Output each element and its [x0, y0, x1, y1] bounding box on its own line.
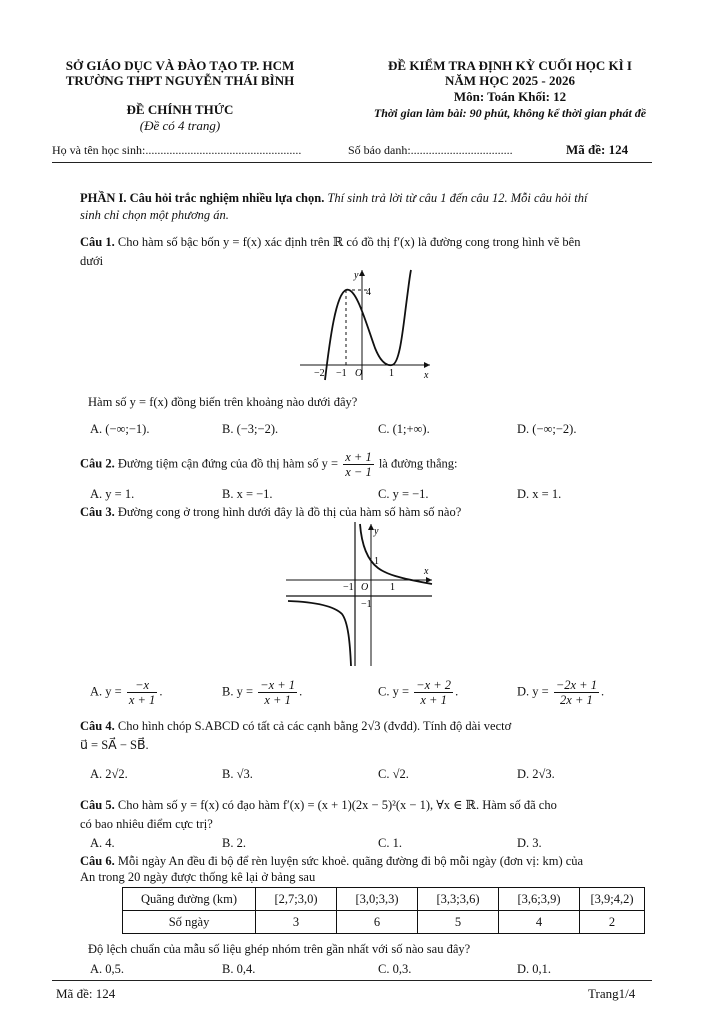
- exam-time: Thời gian làm bài: 90 phút, không kể thời gian phát đề: [373, 106, 647, 120]
- q6-option-c[interactable]: C. 0,3.: [378, 962, 412, 976]
- q3-label-y: y: [374, 526, 379, 537]
- q2-numerator: x + 1: [345, 450, 372, 464]
- q6-row2-header: Số ngày: [123, 911, 256, 934]
- q2-option-a[interactable]: A. y = 1.: [90, 487, 135, 501]
- official-label: ĐỀ CHÍNH THỨC: [126, 102, 234, 117]
- question-1-text-2: dưới: [80, 254, 104, 268]
- question-6-text-2: An trong 20 ngày được thống kê lại ở bảng sau: [80, 870, 316, 884]
- q3-label-m1x: −1: [343, 582, 354, 593]
- q3-c-num: −x + 2: [416, 678, 452, 692]
- q3-c-prefix: C. y =: [378, 684, 410, 699]
- question-5-label: Câu 5.: [80, 798, 115, 812]
- q3-label-1x: 1: [390, 582, 395, 593]
- question-2-fraction: [343, 450, 373, 479]
- q6-option-a[interactable]: A. 0,5.: [90, 962, 125, 976]
- q3-a-num: −x: [127, 678, 157, 693]
- part1-heading: [80, 190, 670, 224]
- question-4-label: Câu 4.: [80, 719, 115, 733]
- question-5-text: Cho hàm số y = f(x) có đạo hàm f′(x) = (x + 1)(2x − 5)²(x − 1), ∀x ∈ ℝ. Hàm số đã cho: [117, 798, 557, 812]
- q2-option-d[interactable]: D. x = 1.: [517, 487, 562, 501]
- q1-label-o: O: [355, 368, 363, 379]
- question-6-ask: Độ lệch chuẩn của mẫu số liệu ghép nhóm trên gần nhất với số nào sau đây?: [88, 942, 471, 956]
- question-5: [80, 796, 670, 834]
- question-4-text: Cho hình chóp S.ABCD có tất cả các cạnh bằng 2√3 (đvđd). Tính độ dài vectơ: [117, 719, 512, 733]
- q6-cell: [3,3;3,6): [418, 888, 499, 911]
- q2-denominator: x − 1: [345, 465, 372, 479]
- question-3-graph: [286, 522, 434, 667]
- q1-label-4: 4: [366, 287, 371, 298]
- q1-label-1: 1: [389, 368, 394, 379]
- q1-label-m1: −1: [336, 368, 347, 379]
- question-4: [80, 717, 670, 755]
- q3-d-prefix: D. y =: [517, 684, 549, 699]
- q3-label-m1y: −1: [361, 599, 372, 610]
- q4-option-b[interactable]: B. √3.: [222, 767, 253, 781]
- q6-option-d[interactable]: D. 0,1.: [517, 962, 552, 976]
- q1-label-x: x: [424, 370, 429, 381]
- q1-label-m2: −2: [314, 368, 325, 379]
- q3-option-a[interactable]: A. y = $\frac{-x}{x + 1}$ .: [90, 678, 163, 707]
- q3-a-prefix: A. y =: [90, 684, 122, 699]
- question-2-text: Đường tiệm cận đứng của đồ thị hàm số y =: [117, 456, 339, 471]
- q3-b-prefix: B. y =: [222, 684, 254, 699]
- footer-page-number: Trang1/4: [588, 986, 636, 1001]
- q3-label-o: O: [361, 582, 369, 593]
- q1-option-d[interactable]: D. (−∞;−2).: [517, 422, 577, 436]
- q2-option-c[interactable]: C. y = −1.: [378, 487, 429, 501]
- q3-b-fraction: [258, 678, 297, 707]
- q1-label-y: y: [354, 270, 359, 281]
- q3-option-b[interactable]: B. y = $\frac{-x + 1}{x + 1}$ .: [222, 678, 303, 707]
- part1-instruction: Thí sinh trả lời từ câu 1 đến câu 12. Mỗi câu hỏi thí: [327, 191, 588, 205]
- q6-cell: 6: [337, 911, 418, 934]
- question-3-text: Đường cong ở trong hình dưới đây là đồ thị của hàm số hàm số nào?: [117, 505, 462, 519]
- q1-option-a[interactable]: A. (−∞;−1).: [90, 422, 150, 436]
- q3-d-den: 2x + 1: [560, 693, 593, 707]
- q3-a-fraction: [127, 678, 157, 707]
- header-divider: [52, 162, 652, 163]
- q3-d-fraction: [554, 678, 599, 707]
- part1-instruction-2: sinh chỉ chọn một phương án.: [80, 208, 229, 222]
- q6-data-table: [122, 887, 645, 934]
- q5-option-c[interactable]: C. 1.: [378, 836, 402, 850]
- question-1-text: Cho hàm số bậc bốn y = f(x) xác định trên ℝ có đồ thị f′(x) là đường cong trong hình vẽ bên: [117, 235, 581, 249]
- question-1-ask: Hàm số y = f(x) đồng biến trên khoảng nào dưới đây?: [88, 395, 358, 409]
- q3-curve-left: [288, 601, 351, 666]
- q3-label-x: x: [424, 566, 429, 577]
- footer-divider: [52, 980, 652, 981]
- question-1-graph: [300, 268, 435, 383]
- q3-b-den: x + 1: [264, 693, 291, 707]
- q3-option-d[interactable]: D. y = $\frac{-2x + 1}{2x + 1}$ .: [517, 678, 605, 707]
- q6-cell: [2,7;3,0): [256, 888, 337, 911]
- question-6-label: Câu 6.: [80, 854, 115, 868]
- student-id-field: Số báo danh:..................................: [348, 143, 513, 157]
- question-5-text-2: có bao nhiêu điểm cực trị?: [80, 817, 213, 831]
- q1-y-arrow: [359, 270, 365, 276]
- q3-option-c[interactable]: C. y = $\frac{-x + 2}{x + 1}$ .: [378, 678, 459, 707]
- q6-cell: 4: [499, 911, 580, 934]
- question-4-text-2: u⃗ = SA⃗ − SB⃗.: [80, 738, 149, 752]
- q6-option-b[interactable]: B. 0,4.: [222, 962, 256, 976]
- q6-cell: 3: [256, 911, 337, 934]
- table-row: [123, 888, 645, 911]
- q5-option-a[interactable]: A. 4.: [90, 836, 115, 850]
- q6-cell: 5: [418, 911, 499, 934]
- q4-option-c[interactable]: C. √2.: [378, 767, 409, 781]
- exam-title: ĐỀ KIỂM TRA ĐỊNH KỲ CUỐI HỌC KÌ I: [388, 58, 632, 73]
- subject-grade: Môn: Toán Khối: 12: [453, 89, 567, 104]
- q5-option-d[interactable]: D. 3.: [517, 836, 542, 850]
- q4-option-d[interactable]: D. 2√3.: [517, 767, 555, 781]
- question-3-label: Câu 3.: [80, 505, 115, 519]
- q1-option-c[interactable]: C. (1;+∞).: [378, 422, 430, 436]
- department-name: SỞ GIÁO DỤC VÀ ĐÀO TẠO TP. HCM: [65, 58, 295, 73]
- q3-b-num: −x + 1: [260, 678, 296, 692]
- q6-row1-header: Quãng đường (km): [123, 888, 256, 911]
- q3-d-num: −2x + 1: [555, 678, 597, 692]
- footer-exam-code: Mã đề: 124: [56, 986, 116, 1001]
- question-3: [80, 505, 461, 520]
- question-2-text-after: là đường thẳng:: [378, 456, 458, 471]
- question-6: [80, 853, 680, 885]
- question-6-text: Mỗi ngày An đều đi bộ để rèn luyện sức khoẻ. quãng đường đi bộ mỗi ngày (đơn vị: km) của: [117, 854, 584, 868]
- q5-option-b[interactable]: B. 2.: [222, 836, 246, 850]
- q1-option-b[interactable]: B. (−3;−2).: [222, 422, 279, 436]
- q1-x-arrow: [424, 362, 430, 368]
- question-1: [80, 233, 670, 271]
- school-name: TRƯỜNG THPT NGUYỄN THÁI BÌNH: [65, 73, 295, 88]
- q6-cell: [3,6;3,9): [499, 888, 580, 911]
- page-count: (Đề có 4 trang): [139, 118, 221, 133]
- q6-cell: [3,0;3,3): [337, 888, 418, 911]
- q6-cell: 2: [580, 911, 645, 934]
- q3-c-fraction: [414, 678, 453, 707]
- question-2: [80, 450, 457, 479]
- part1-title: PHẦN I. Câu hỏi trắc nghiệm nhiều lựa chọn.: [80, 191, 325, 205]
- exam-code: Mã đề: 124: [566, 142, 629, 157]
- q2-option-b[interactable]: B. x = −1.: [222, 487, 273, 501]
- q3-c-den: x + 1: [420, 693, 447, 707]
- q4-option-a[interactable]: A. 2√2.: [90, 767, 128, 781]
- q3-x-arrow: [426, 577, 432, 583]
- table-row: [123, 911, 645, 934]
- q3-label-1y: 1: [374, 556, 379, 567]
- student-name-field: Họ và tên học sinh:....................................................: [52, 143, 302, 157]
- q3-a-den: x + 1: [128, 693, 156, 707]
- question-2-label: Câu 2.: [80, 456, 115, 471]
- school-year: NĂM HỌC 2025 - 2026: [445, 73, 575, 88]
- q6-cell: [3,9;4,2): [580, 888, 645, 911]
- question-1-label: Câu 1.: [80, 235, 115, 249]
